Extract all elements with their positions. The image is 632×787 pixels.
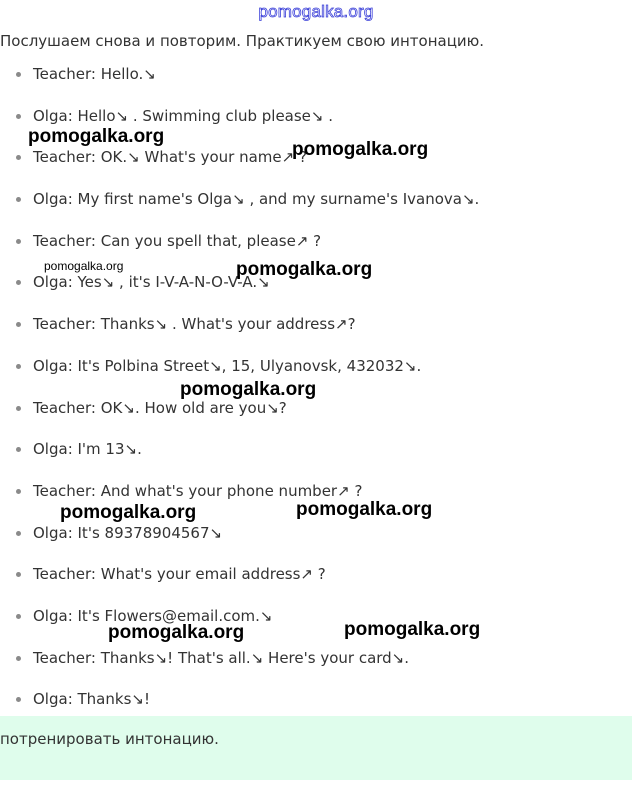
watermark: pomogalka.org: [296, 499, 433, 520]
dialog-line: Teacher: Thanks↘! That's all.↘ Here's your card↘.: [0, 646, 632, 688]
watermark: pomogalka.org: [44, 259, 124, 273]
dialog-line: Olga: My first name's Olga↘ , and my surname's Ivanova↘.: [0, 187, 632, 229]
watermark: pomogalka.org: [236, 259, 373, 280]
watermark: pomogalka.org: [108, 622, 245, 643]
dialog-line: Olga: Thanks↘!: [0, 687, 632, 729]
dialog-line: Teacher: What's your email address↗ ?: [0, 562, 632, 604]
dialog-line: Olga: It's 89378904567↘: [0, 521, 632, 563]
footer-box: [0, 716, 632, 780]
watermark: pomogalka.org: [28, 126, 165, 147]
dialog-line: Olga: Yes↘ , it's I-V-A-N-O-V-A.↘: [0, 270, 632, 312]
site-header-logo: pomogalka.org: [258, 2, 374, 21]
dialog-line: Teacher: OK.↘ What's your name↗ ?: [0, 145, 632, 187]
dialog-line: Olga: It's Polbina Street↘, 15, Ulyanovsk, 432032↘.: [0, 354, 632, 396]
watermark: pomogalka.org: [344, 619, 481, 640]
dialog-line: Olga: It's Flowers@email.com.↘: [0, 604, 632, 646]
dialog-line: Teacher: OK↘. How old are you↘?: [0, 396, 632, 438]
dialog-line: Teacher: Can you spell that, please↗ ?: [0, 229, 632, 271]
watermark: pomogalka.org: [180, 379, 317, 400]
dialog-list: [0, 62, 632, 729]
intro-text: Послушаем снова и повторим. Практикуем свою интонацию.: [0, 32, 485, 50]
dialog-line: Olga: Hello↘ . Swimming club please↘ .: [0, 104, 632, 146]
footer-text: потренировать интонацию.: [0, 730, 219, 748]
dialog-line: Teacher: Thanks↘ . What's your address↗?: [0, 312, 632, 354]
dialog-line: Olga: I'm 13↘.: [0, 437, 632, 479]
watermark: pomogalka.org: [60, 502, 197, 523]
watermark: pomogalka.org: [292, 139, 429, 160]
dialog-line: Teacher: And what's your phone number↗ ?: [0, 479, 632, 521]
dialog-line: Teacher: Hello.↘: [0, 62, 632, 104]
